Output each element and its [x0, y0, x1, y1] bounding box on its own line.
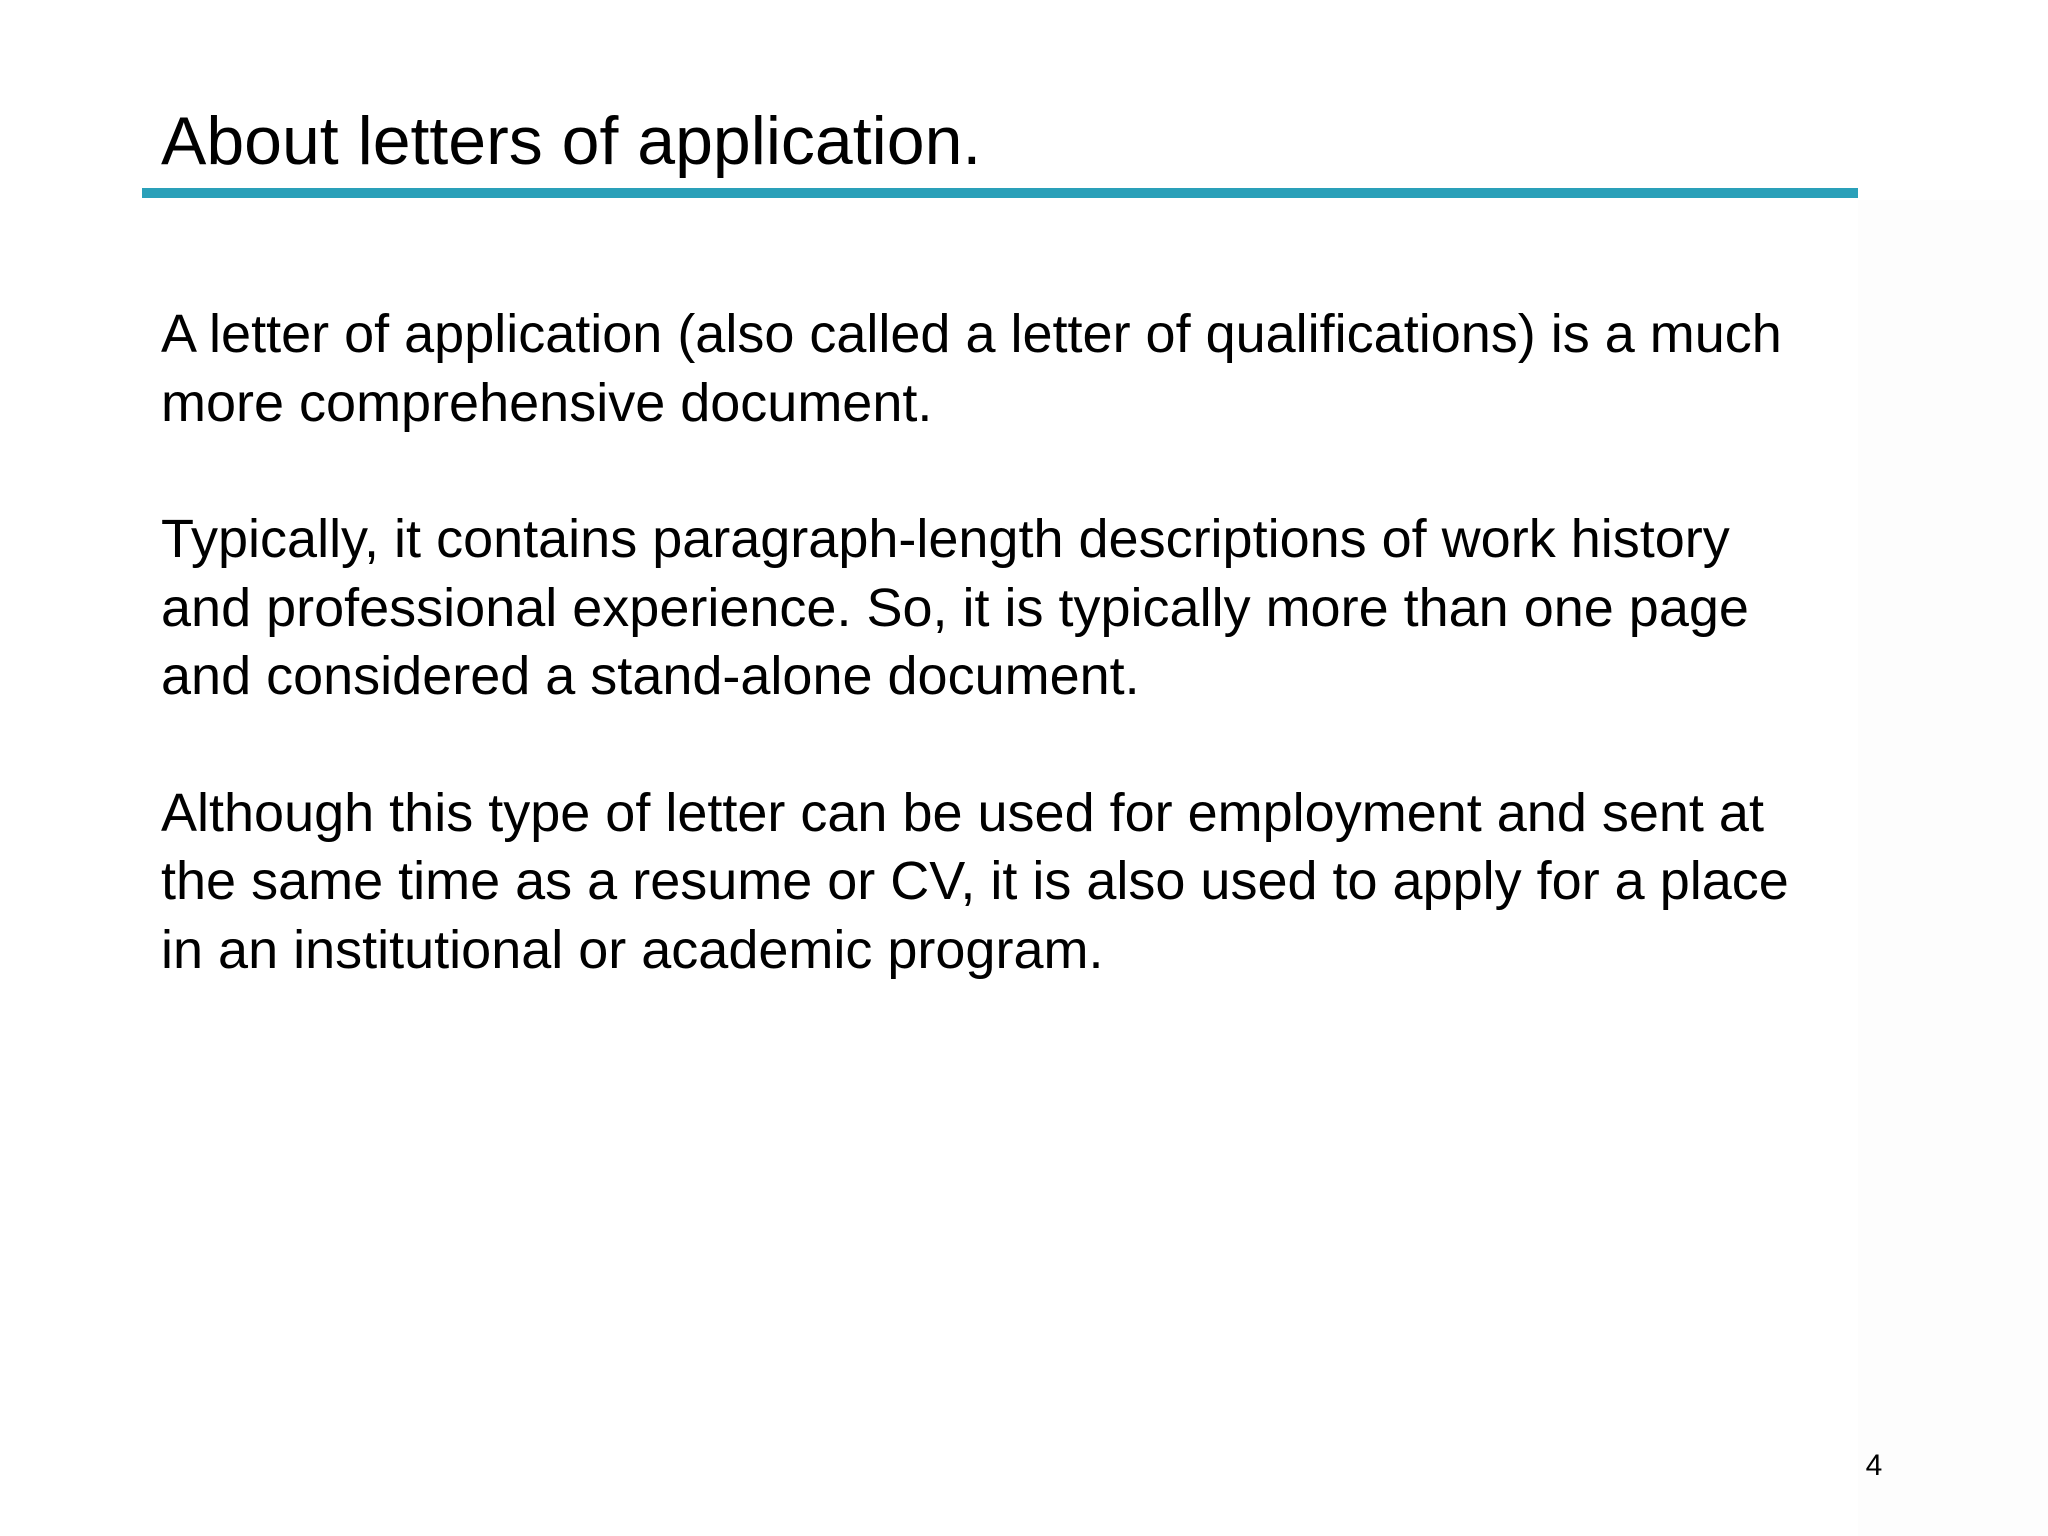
text-line: more comprehensive document.: [161, 372, 933, 433]
text-line: the same time as a resume or CV, it is also used to apply for a place: [161, 851, 1789, 911]
text-line: and considered a stand-alone document.: [161, 646, 1140, 706]
right-margin-band: [1858, 200, 2048, 1536]
slide-body: [161, 300, 1881, 1052]
paragraph-usage: [161, 779, 1881, 985]
text-line: Although this type of letter can be used for employment and sent at: [161, 782, 1764, 843]
page-number: 4: [1865, 1449, 1883, 1482]
text-line: A letter of application (also called a letter of qualifications) is a much: [161, 304, 1782, 364]
title-underline: [142, 188, 1858, 198]
text-line: Typically, it contains paragraph-length descriptions of work history: [161, 509, 1730, 569]
text-line: in an institutional or academic program.: [161, 919, 1104, 980]
text-line: and professional experience. So, it is typically more than one page: [161, 577, 1749, 638]
slide-title: About letters of application.: [161, 103, 982, 179]
paragraph-typical-content: [161, 505, 1881, 711]
paragraph-intro: [161, 300, 1881, 437]
